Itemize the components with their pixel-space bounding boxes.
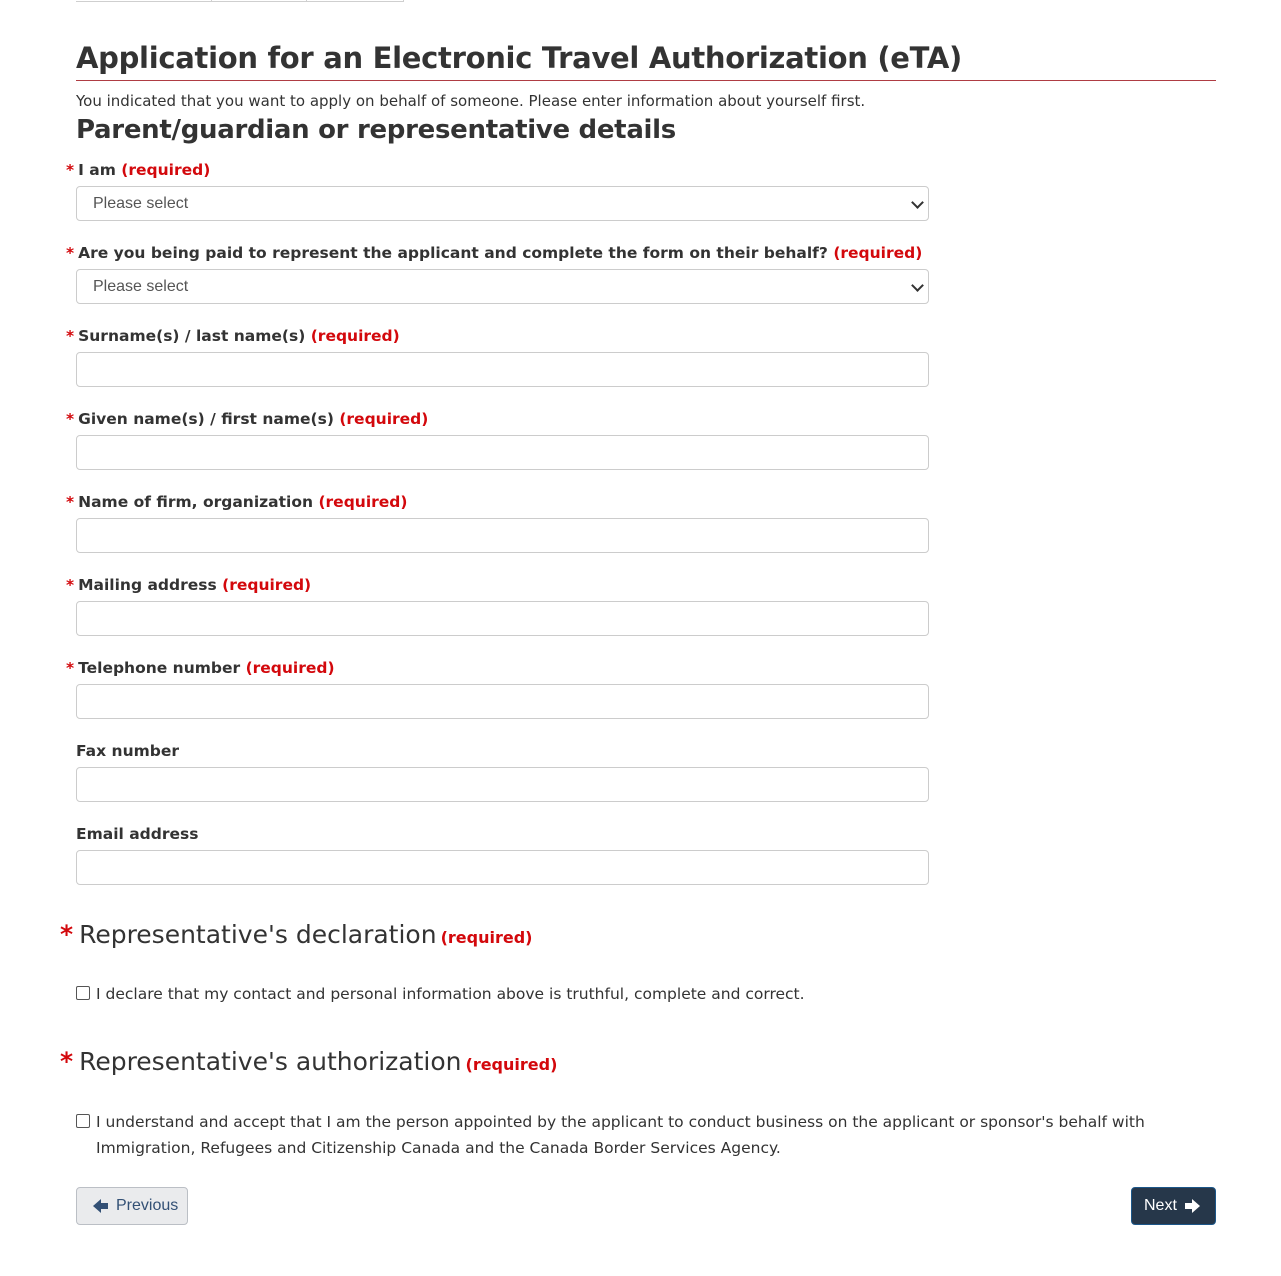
i-am-select[interactable] (76, 186, 929, 221)
previous-button-label: Previous (116, 1197, 179, 1214)
i-am-select-value: Please select (93, 195, 189, 212)
declaration-row (76, 981, 1216, 1007)
authorization-checkbox[interactable] (76, 1114, 90, 1128)
i-am-label: * I am (required) (66, 161, 211, 179)
given-name-label: * Given name(s) / first name(s) (required) (66, 410, 429, 428)
field-paid (66, 242, 932, 295)
section-subtitle: Parent/guardian or representative details (76, 115, 676, 145)
declaration-text: I declare that my contact and personal information above is truthful, complete and correct. (96, 985, 805, 1003)
next-button[interactable] (1131, 1187, 1216, 1225)
authorization-text: I understand and accept that I am the person appointed by the applicant to conduct business on the applicant or sponsor's behalf with Immigration, Refugees and Citizenship Canada and the Canada Border Services Agency. (96, 1113, 1145, 1157)
telephone-input[interactable] (76, 684, 929, 719)
intro-text: You indicated that you want to apply on behalf of someone. Please enter information about yourself first. (76, 92, 866, 110)
firm-label: * Name of firm, organization (required) (66, 493, 408, 511)
field-fax (66, 740, 932, 762)
arrow-right-icon (1192, 1199, 1200, 1213)
mailing-address-input[interactable] (76, 601, 929, 636)
email-label: Email address (76, 825, 199, 843)
authorization-row (76, 1109, 1216, 1161)
top-tab-strip (76, 0, 404, 2)
given-name-input[interactable] (76, 435, 929, 470)
authorization-heading: * Representative's authorization (required) (60, 1047, 558, 1076)
email-input[interactable] (76, 850, 929, 885)
paid-label: * Are you being paid to represent the applicant and complete the form on their behalf? (required) (66, 244, 923, 262)
next-button-label: Next (1144, 1197, 1177, 1214)
previous-button[interactable] (76, 1187, 188, 1225)
field-email (66, 823, 932, 845)
chevron-down-icon (911, 196, 924, 209)
firm-input[interactable] (76, 518, 929, 553)
paid-select-value: Please select (93, 278, 189, 295)
declaration-checkbox[interactable] (76, 986, 90, 1000)
page-title: Application for an Electronic Travel Authorization (eTA) (76, 38, 1216, 81)
field-firm (66, 491, 932, 513)
field-given-name (66, 408, 932, 430)
surname-label: * Surname(s) / last name(s) (required) (66, 327, 400, 345)
arrow-left-icon (93, 1199, 101, 1213)
fax-label: Fax number (76, 742, 180, 760)
declaration-heading: * Representative's declaration (required) (60, 920, 533, 949)
paid-select[interactable] (76, 269, 929, 304)
field-mailing-address (66, 574, 932, 596)
surname-input[interactable] (76, 352, 929, 387)
field-i-am (66, 159, 932, 212)
field-telephone (66, 657, 932, 679)
fax-input[interactable] (76, 767, 929, 802)
field-surname (66, 325, 932, 347)
chevron-down-icon (911, 279, 924, 292)
telephone-label: * Telephone number (required) (66, 659, 335, 677)
mailing-address-label: * Mailing address (required) (66, 576, 312, 594)
